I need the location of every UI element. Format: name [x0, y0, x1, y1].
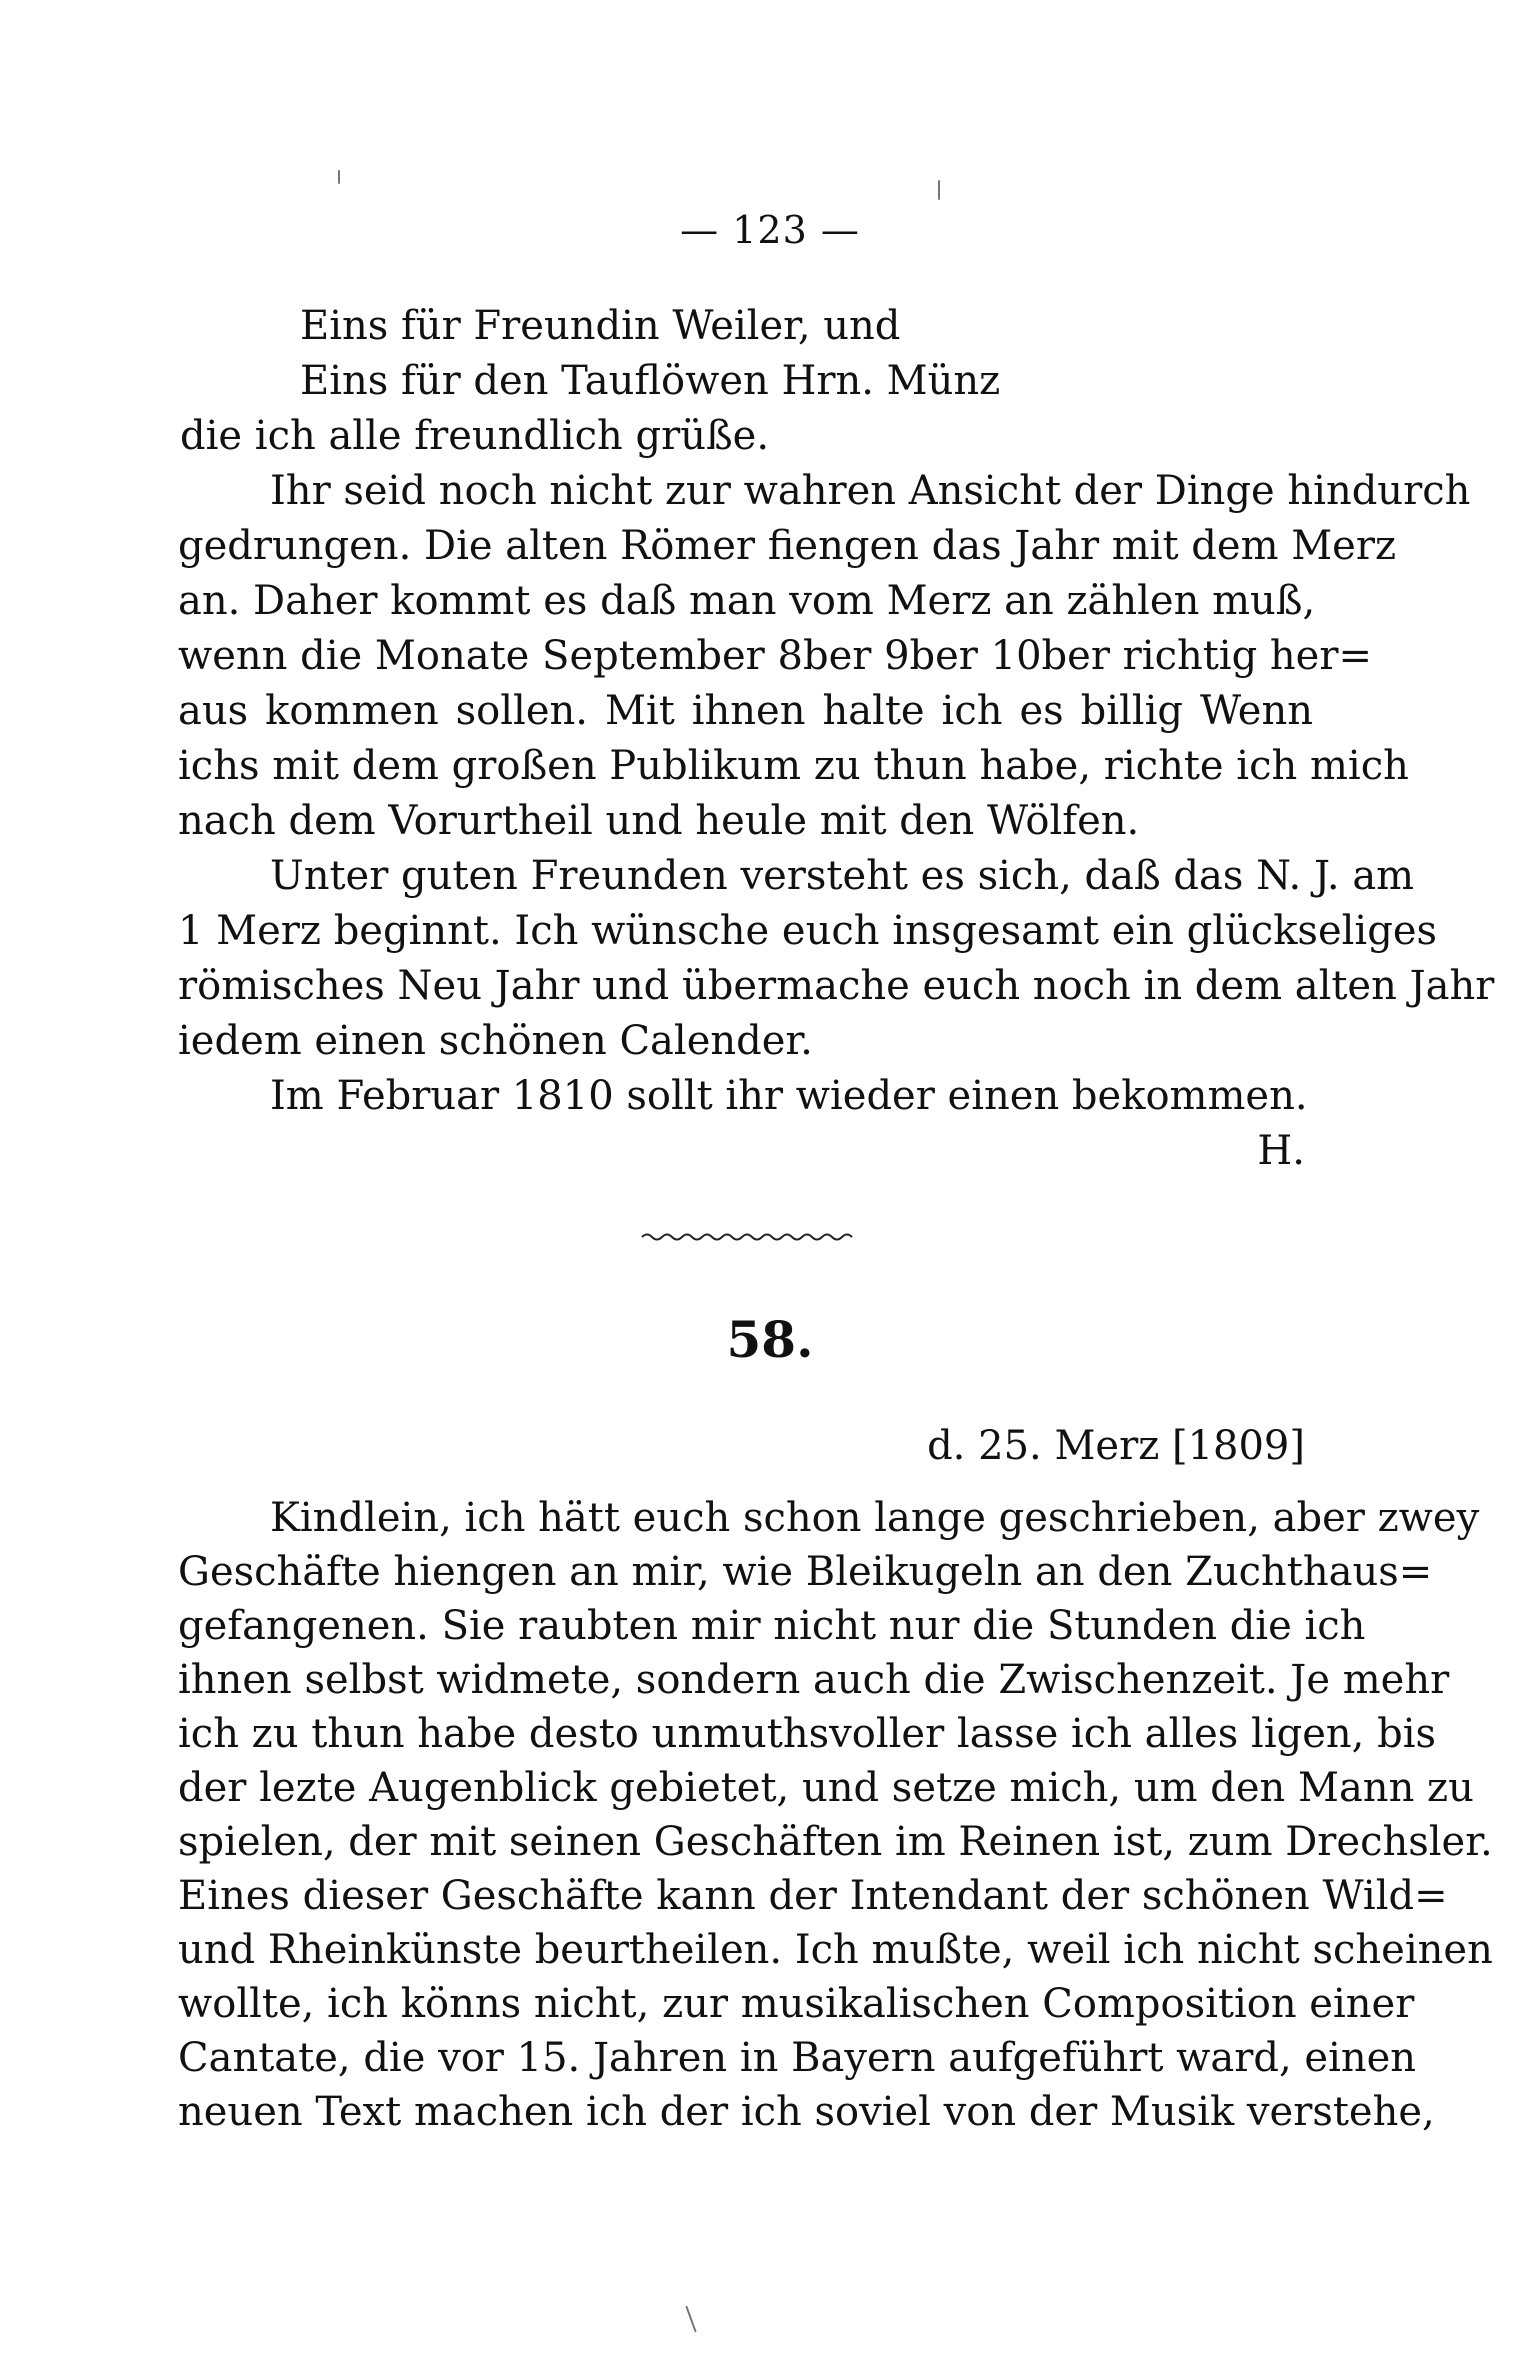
scan-speck — [338, 170, 340, 184]
text-line: Eins für den Tauflöwen Hrn. Münz — [300, 358, 1001, 404]
text-line: Unter guten Freunden versteht es sich, daß das N. J. am — [270, 853, 1415, 899]
text-line: aus kommen sollen. Mit ihnen halte ich es billig Wenn — [178, 688, 1313, 734]
text-line: ihnen selbst widmete, sondern auch die Zwischenzeit. Je mehr — [178, 1657, 1450, 1703]
text-line: und Rheinkünste beurtheilen. Ich mußte, weil ich nicht scheinen — [178, 1927, 1493, 1973]
text-line: der lezte Augenblick gebietet, und setze mich, um den Mann zu — [178, 1765, 1474, 1811]
signature-initial: H. — [1257, 1128, 1305, 1174]
text-line: Geschäfte hiengen an mir, wie Bleikugeln an den Zuchthaus= — [178, 1549, 1433, 1595]
text-line: Eins für Freundin Weiler, und — [300, 303, 901, 349]
section-number: 58. — [726, 1310, 814, 1369]
text-line: gefangenen. Sie raubten mir nicht nur die Stunden die ich — [178, 1603, 1366, 1649]
text-line: die ich alle freundlich grüße. — [180, 413, 770, 459]
text-line: ichs mit dem großen Publikum zu thun habe, richte ich mich — [178, 743, 1409, 789]
text-line: Cantate, die vor 15. Jahren in Bayern aufgeführt ward, einen — [178, 2035, 1417, 2081]
wavy-divider — [640, 1230, 850, 1244]
text-line: Kindlein, ich hätt euch schon lange geschrieben, aber zwey — [270, 1495, 1480, 1541]
text-line: nach dem Vorurtheil und heule mit den Wölfen. — [178, 798, 1140, 844]
text-line: wollte, ich könns nicht, zur musikalischen Composition einer — [178, 1981, 1415, 2027]
text-line: spielen, der mit seinen Geschäften im Reinen ist, zum Drechsler. — [178, 1819, 1493, 1865]
text-line: Im Februar 1810 sollt ihr wieder einen bekommen. — [270, 1073, 1308, 1119]
text-line: neuen Text machen ich der ich soviel von der Musik verstehe, — [178, 2089, 1435, 2135]
text-line: Eines dieser Geschäfte kann der Intendant der schönen Wild= — [178, 1873, 1448, 1919]
text-line: römisches Neu Jahr und übermache euch noch in dem alten Jahr — [178, 963, 1495, 1009]
text-line: 1 Merz beginnt. Ich wünsche euch insgesamt ein glückseliges — [178, 908, 1438, 954]
text-line: wenn die Monate September 8ber 9ber 10ber richtig her= — [178, 633, 1372, 679]
text-line: iedem einen schönen Calender. — [178, 1018, 813, 1064]
text-line: an. Daher kommt es daß man vom Merz an zählen muß, — [178, 578, 1316, 624]
page-number: — 123 — — [680, 208, 860, 252]
scan-speck — [685, 2306, 696, 2333]
text-line: ich zu thun habe desto unmuthsvoller lasse ich alles ligen, bis — [178, 1711, 1437, 1757]
text-line: Ihr seid noch nicht zur wahren Ansicht der Dinge hindurch — [270, 468, 1471, 514]
text-line: gedrungen. Die alten Römer fiengen das Jahr mit dem Merz — [178, 523, 1397, 569]
scan-speck — [938, 180, 940, 200]
letter-date: d. 25. Merz [1809] — [927, 1423, 1305, 1469]
